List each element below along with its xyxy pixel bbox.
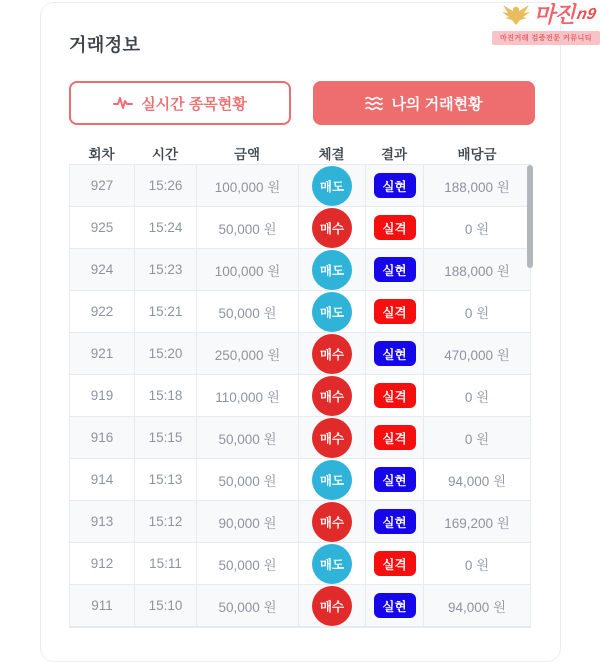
result-cell (365, 375, 423, 416)
result-badge: 실현 (374, 341, 416, 366)
fill-badge: 매도 (312, 544, 352, 584)
table-row (70, 543, 530, 585)
fill-cell (298, 291, 365, 332)
result-cell (365, 501, 423, 542)
fill-badge: 매수 (312, 208, 352, 248)
time-cell: 15:26 (134, 165, 196, 206)
table-row (70, 249, 530, 291)
round-cell: 916 (90, 430, 114, 445)
tab-buttons (69, 81, 535, 125)
result-cell (365, 333, 423, 374)
col-header-time: 시간 (151, 147, 179, 162)
fill-badge: 매수 (312, 502, 352, 542)
result-cell (365, 459, 423, 500)
time-cell: 15:12 (134, 501, 196, 542)
table-row (70, 291, 530, 333)
fill-badge: 매도 (312, 166, 352, 206)
result-cell (365, 291, 423, 332)
logo-brand-text: 마진 (533, 2, 575, 27)
fill-cell (298, 417, 365, 458)
amount-cell: 50,000 원 (196, 417, 298, 458)
time-cell: 15:20 (134, 333, 196, 374)
col-header-fill: 체결 (318, 147, 345, 162)
payout-cell: 94,000 원 (423, 459, 530, 500)
amount-cell: 50,000 원 (196, 543, 298, 584)
fill-badge: 매도 (312, 250, 352, 290)
result-badge: 실격 (374, 425, 416, 450)
table-scrollbar-thumb[interactable] (527, 165, 533, 268)
result-cell (365, 417, 423, 458)
site-logo (450, 3, 600, 45)
round-cell: 911 (91, 598, 113, 613)
payout-cell: 188,000 원 (423, 249, 530, 290)
payout-cell: 0 원 (423, 375, 530, 416)
result-cell (365, 207, 423, 248)
fill-badge: 매도 (312, 460, 352, 500)
fill-badge: 매도 (312, 292, 352, 332)
result-badge: 실현 (374, 173, 416, 198)
result-badge: 실격 (374, 299, 416, 324)
round-cell: 921 (90, 346, 114, 361)
amount-cell: 50,000 원 (196, 585, 298, 626)
time-cell: 15:11 (134, 543, 196, 584)
fill-cell (298, 501, 365, 542)
table-row (70, 585, 530, 627)
result-badge: 실현 (374, 593, 416, 618)
payout-cell: 0 원 (423, 417, 530, 458)
fill-badge: 매수 (312, 418, 352, 458)
eagle-icon (501, 3, 531, 27)
round-cell: 914 (90, 472, 114, 487)
col-header-payout: 배당금 (457, 147, 497, 162)
table-row (70, 501, 530, 543)
result-badge: 실현 (374, 257, 416, 282)
table-row (70, 333, 530, 375)
time-cell: 15:18 (134, 375, 196, 416)
fill-cell (298, 375, 365, 416)
round-cell: 922 (90, 304, 114, 319)
realtime-stocks-label: 실시간 종목현황 (141, 95, 247, 113)
fill-cell (298, 165, 365, 206)
payout-cell: 0 원 (423, 543, 530, 584)
result-cell (365, 249, 423, 290)
payout-cell: 0 원 (423, 207, 530, 248)
round-cell: 927 (90, 178, 114, 193)
time-cell: 15:15 (134, 417, 196, 458)
payout-cell: 470,000 원 (423, 333, 530, 374)
fill-badge: 매수 (312, 376, 352, 416)
table-header (69, 142, 531, 164)
result-badge: 실현 (374, 467, 416, 492)
my-trades-button[interactable] (313, 81, 535, 125)
time-cell: 15:10 (134, 585, 196, 626)
time-cell: 15:21 (134, 291, 196, 332)
amount-cell: 50,000 원 (196, 459, 298, 500)
amount-cell: 110,000 원 (196, 375, 298, 416)
round-cell: 912 (90, 556, 114, 571)
payout-cell: 188,000 원 (423, 165, 530, 206)
fill-cell (298, 333, 365, 374)
fill-cell (298, 459, 365, 500)
fill-cell (298, 249, 365, 290)
amount-cell: 50,000 원 (196, 207, 298, 248)
logo-suffix-text: n9 (575, 6, 598, 23)
payout-cell: 169,200 원 (423, 501, 530, 542)
amount-cell: 100,000 원 (196, 165, 298, 206)
table-row (70, 165, 530, 207)
time-cell: 15:13 (134, 459, 196, 500)
trade-info-card (40, 2, 561, 662)
round-cell: 925 (90, 220, 114, 235)
payout-cell: 0 원 (423, 291, 530, 332)
result-badge: 실격 (374, 383, 416, 408)
result-cell (365, 165, 423, 206)
pulse-icon (113, 95, 133, 111)
amount-cell: 50,000 원 (196, 291, 298, 332)
result-cell (365, 543, 423, 584)
col-header-amount: 금액 (233, 147, 261, 162)
amount-cell: 90,000 원 (196, 501, 298, 542)
trade-table-body (69, 164, 531, 628)
payout-cell: 94,000 원 (423, 585, 530, 626)
table-row (70, 459, 530, 501)
fill-cell (298, 207, 365, 248)
round-cell: 913 (90, 514, 114, 529)
fill-cell (298, 585, 365, 626)
fill-badge: 매수 (312, 334, 352, 374)
time-cell: 15:23 (134, 249, 196, 290)
time-cell: 15:24 (134, 207, 196, 248)
page-title: 거래정보 (69, 35, 141, 55)
fill-badge: 매수 (312, 586, 352, 626)
round-cell: 924 (90, 262, 114, 277)
wavy-list-icon (365, 96, 383, 111)
logo-tagline: 마진거래 검증전문 커뮤니티 (492, 31, 600, 45)
result-badge: 실격 (374, 215, 416, 240)
table-row (70, 375, 530, 417)
table-row (70, 417, 530, 459)
fill-cell (298, 543, 365, 584)
my-trades-label: 나의 거래현황 (391, 95, 483, 113)
col-header-result: 결과 (380, 147, 408, 162)
table-row (70, 207, 530, 249)
amount-cell: 100,000 원 (196, 249, 298, 290)
col-header-round: 회차 (88, 147, 115, 162)
result-cell (365, 585, 423, 626)
amount-cell: 250,000 원 (196, 333, 298, 374)
result-badge: 실격 (374, 551, 416, 576)
result-badge: 실현 (374, 509, 416, 534)
round-cell: 919 (90, 388, 114, 403)
realtime-stocks-button[interactable] (69, 81, 291, 125)
